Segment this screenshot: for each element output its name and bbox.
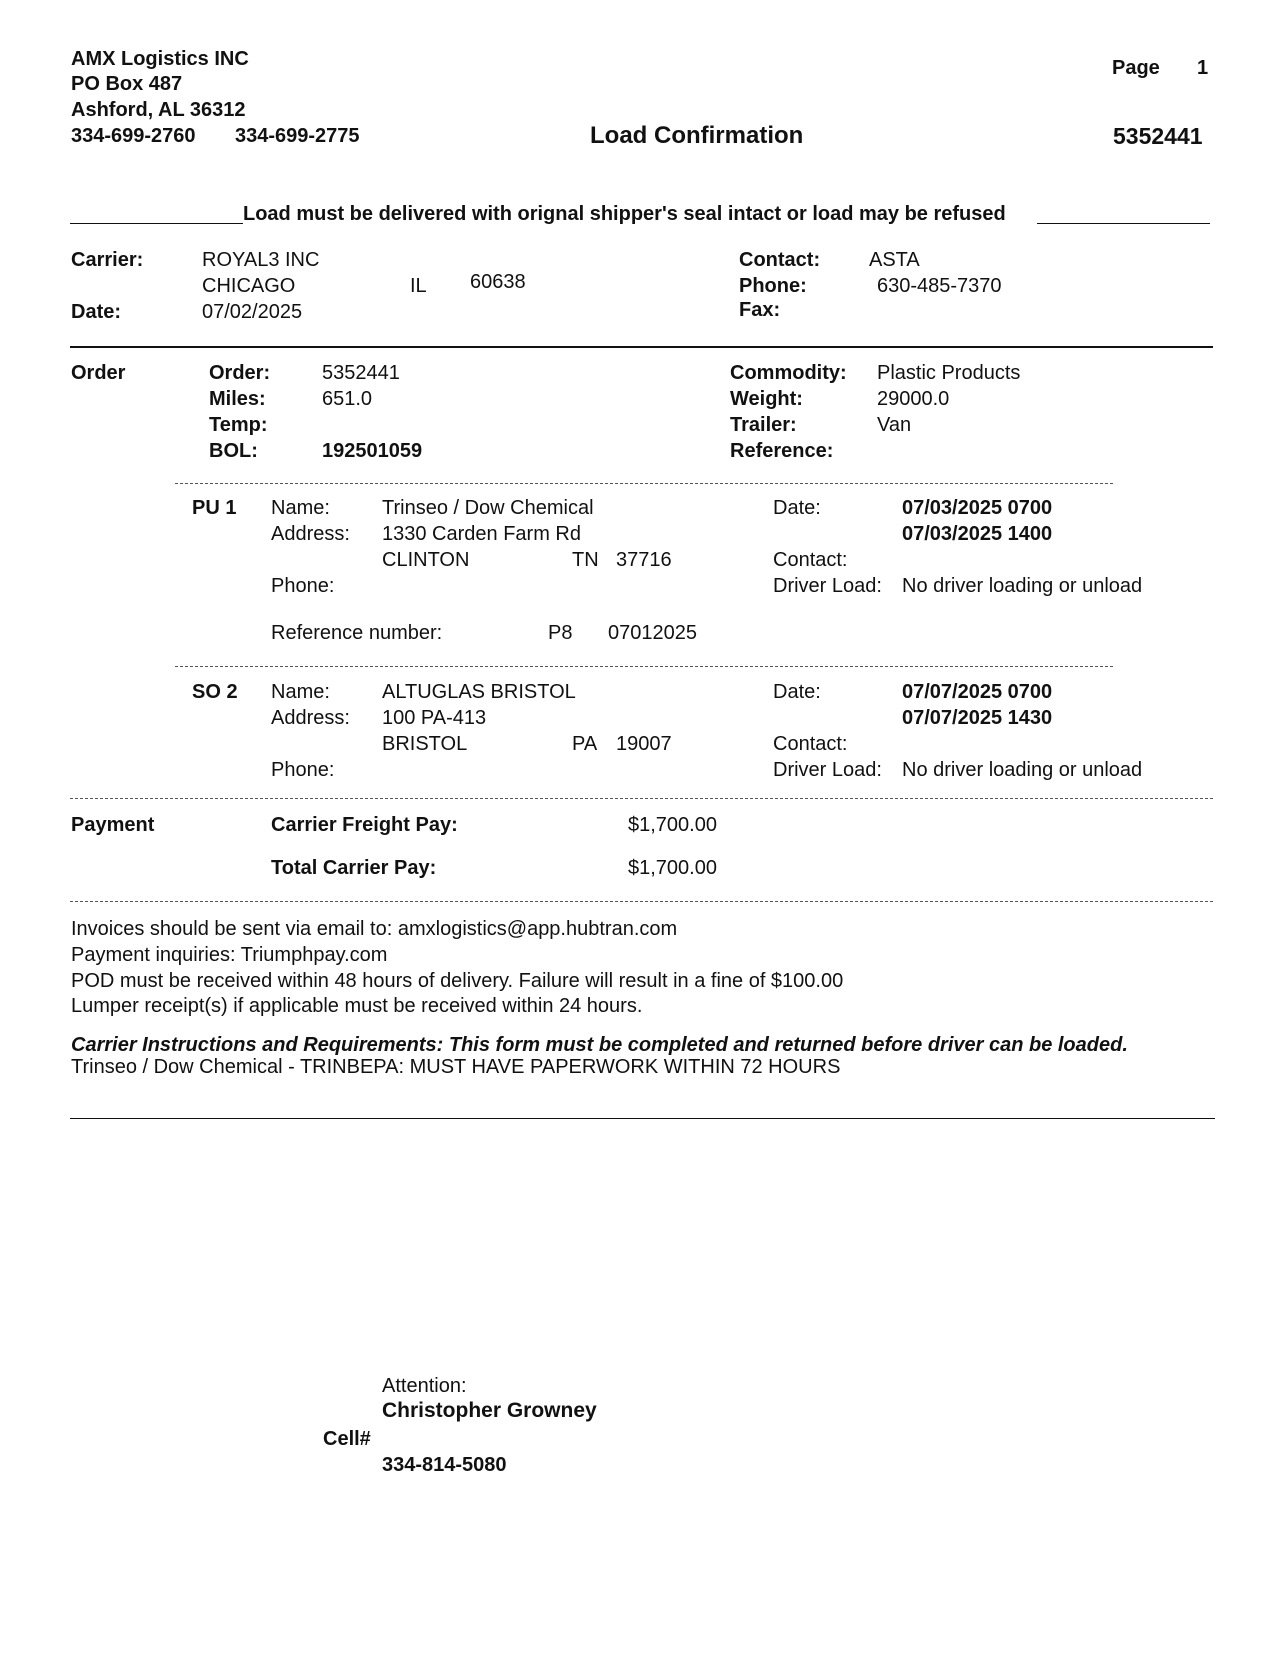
stop-state: PA [572, 733, 598, 755]
stop-state: TN [572, 549, 599, 571]
miles-label: Miles: [209, 388, 266, 410]
company-address-line1: PO Box 487 [71, 73, 183, 95]
stop-contact-label: Contact: [773, 733, 848, 755]
attention-label: Attention: [382, 1375, 467, 1397]
fax-label: Fax: [739, 299, 781, 321]
freight-pay-label: Carrier Freight Pay: [271, 814, 458, 836]
stop-contact-label: Contact: [773, 549, 848, 571]
carrier-city: CHICAGO [202, 275, 296, 297]
company-address-line2: Ashford, AL 36312 [71, 99, 246, 121]
stop-address: 100 PA-413 [382, 707, 487, 729]
stop-name-label: Name: [271, 681, 330, 703]
stop-address: 1330 Carden Farm Rd [382, 523, 581, 545]
stop-reference-label: Reference number: [271, 622, 443, 644]
carrier-name: ROYAL3 INC [202, 249, 320, 271]
instructions-text: Trinseo / Dow Chemical - TRINBEPA: MUST HAVE PAPERWORK WITHIN 72 HOURS [71, 1056, 841, 1078]
instructions-heading: Carrier Instructions and Requirements: This form must be completed and returned before driver can be loaded. [71, 1034, 1128, 1056]
contact-label: Contact: [739, 249, 821, 271]
payment-section-label: Payment [71, 814, 155, 836]
stop-reference-type: P8 [548, 622, 573, 644]
freight-pay-amount: $1,700.00 [628, 814, 717, 836]
stop-date-start: 07/03/2025 0700 [902, 497, 1053, 519]
stop-date-end: 07/07/2025 1430 [902, 707, 1053, 729]
carrier-divider [70, 346, 1213, 348]
document-number: 5352441 [1113, 123, 1203, 149]
note-payment-inquiries: Payment inquiries: Triumphpay.com [71, 944, 388, 966]
note-pod-deadline: POD must be received within 48 hours of delivery. Failure will result in a fine of $100.00 [71, 970, 844, 992]
weight-label: Weight: [730, 388, 803, 410]
order-number: 5352441 [322, 362, 400, 384]
company-name: AMX Logistics INC [71, 48, 249, 70]
stop-address-label: Address: [271, 707, 350, 729]
stop-date-start: 07/07/2025 0700 [902, 681, 1053, 703]
stop-zip: 19007 [616, 733, 672, 755]
company-phone-2: 334-699-2775 [235, 125, 360, 147]
temp-label: Temp: [209, 414, 268, 436]
note-invoice-email: Invoices should be sent via email to: amxlogistics@app.hubtran.com [71, 918, 678, 940]
attention-cell: 334-814-5080 [382, 1454, 507, 1476]
note-lumper-receipt: Lumper receipt(s) if applicable must be received within 24 hours. [71, 995, 643, 1017]
document-title: Load Confirmation [590, 122, 804, 149]
order-bol: 192501059 [322, 440, 423, 462]
seal-notice: Load must be delivered with orignal shipper's seal intact or load may be refused [243, 203, 1006, 225]
attention-name: Christopher Growney [382, 1399, 597, 1422]
reference-label: Reference: [730, 440, 834, 462]
stop-driver-load-label: Driver Load: [773, 575, 882, 597]
stop-city: CLINTON [382, 549, 470, 571]
order-trailer: Van [877, 414, 912, 436]
order-commodity: Plastic Products [877, 362, 1021, 384]
stop-driver-load: No driver loading or unload [902, 575, 1143, 597]
trailer-label: Trailer: [730, 414, 797, 436]
page-label: Page [1112, 57, 1160, 79]
notice-underline-right [1037, 223, 1210, 224]
page-number: 1 [1197, 57, 1209, 79]
stop-name-label: Name: [271, 497, 330, 519]
stop-address-label: Address: [271, 523, 350, 545]
stop-date-label: Date: [773, 681, 821, 703]
order-section-label: Order [71, 362, 126, 384]
stop-phone-label: Phone: [271, 575, 335, 597]
stop-code: SO 2 [192, 681, 238, 703]
notice-underline-left [70, 223, 243, 224]
carrier-phone: 630-485-7370 [877, 275, 1002, 297]
carrier-contact: ASTA [869, 249, 920, 271]
company-phone-1: 334-699-2760 [71, 125, 196, 147]
carrier-label: Carrier: [71, 249, 144, 271]
stop2-divider [175, 666, 1113, 667]
order-miles: 651.0 [322, 388, 373, 410]
stop-date-label: Date: [773, 497, 821, 519]
phone-label: Phone: [739, 275, 807, 297]
stop1-divider [175, 483, 1113, 484]
total-pay-amount: $1,700.00 [628, 857, 717, 879]
stop-name: ALTUGLAS BRISTOL [382, 681, 576, 703]
carrier-state: IL [410, 275, 427, 297]
cell-label: Cell# [323, 1428, 371, 1450]
stop-driver-load: No driver loading or unload [902, 759, 1143, 781]
notes-divider [70, 901, 1213, 902]
commodity-label: Commodity: [730, 362, 847, 384]
date-label: Date: [71, 301, 122, 323]
stop-zip: 37716 [616, 549, 672, 571]
instructions-divider [70, 1118, 1215, 1119]
stop-reference-value: 07012025 [608, 622, 697, 644]
order-label: Order: [209, 362, 271, 384]
stop-city: BRISTOL [382, 733, 468, 755]
stop-name: Trinseo / Dow Chemical [382, 497, 594, 519]
stop-date-end: 07/03/2025 1400 [902, 523, 1053, 545]
total-pay-label: Total Carrier Pay: [271, 857, 437, 879]
stop-phone-label: Phone: [271, 759, 335, 781]
payment-divider [70, 798, 1213, 799]
order-weight: 29000.0 [877, 388, 950, 410]
carrier-zip: 60638 [470, 271, 526, 293]
stop-code: PU 1 [192, 497, 237, 519]
stop-driver-load-label: Driver Load: [773, 759, 882, 781]
carrier-date: 07/02/2025 [202, 301, 303, 323]
bol-label: BOL: [209, 440, 258, 462]
